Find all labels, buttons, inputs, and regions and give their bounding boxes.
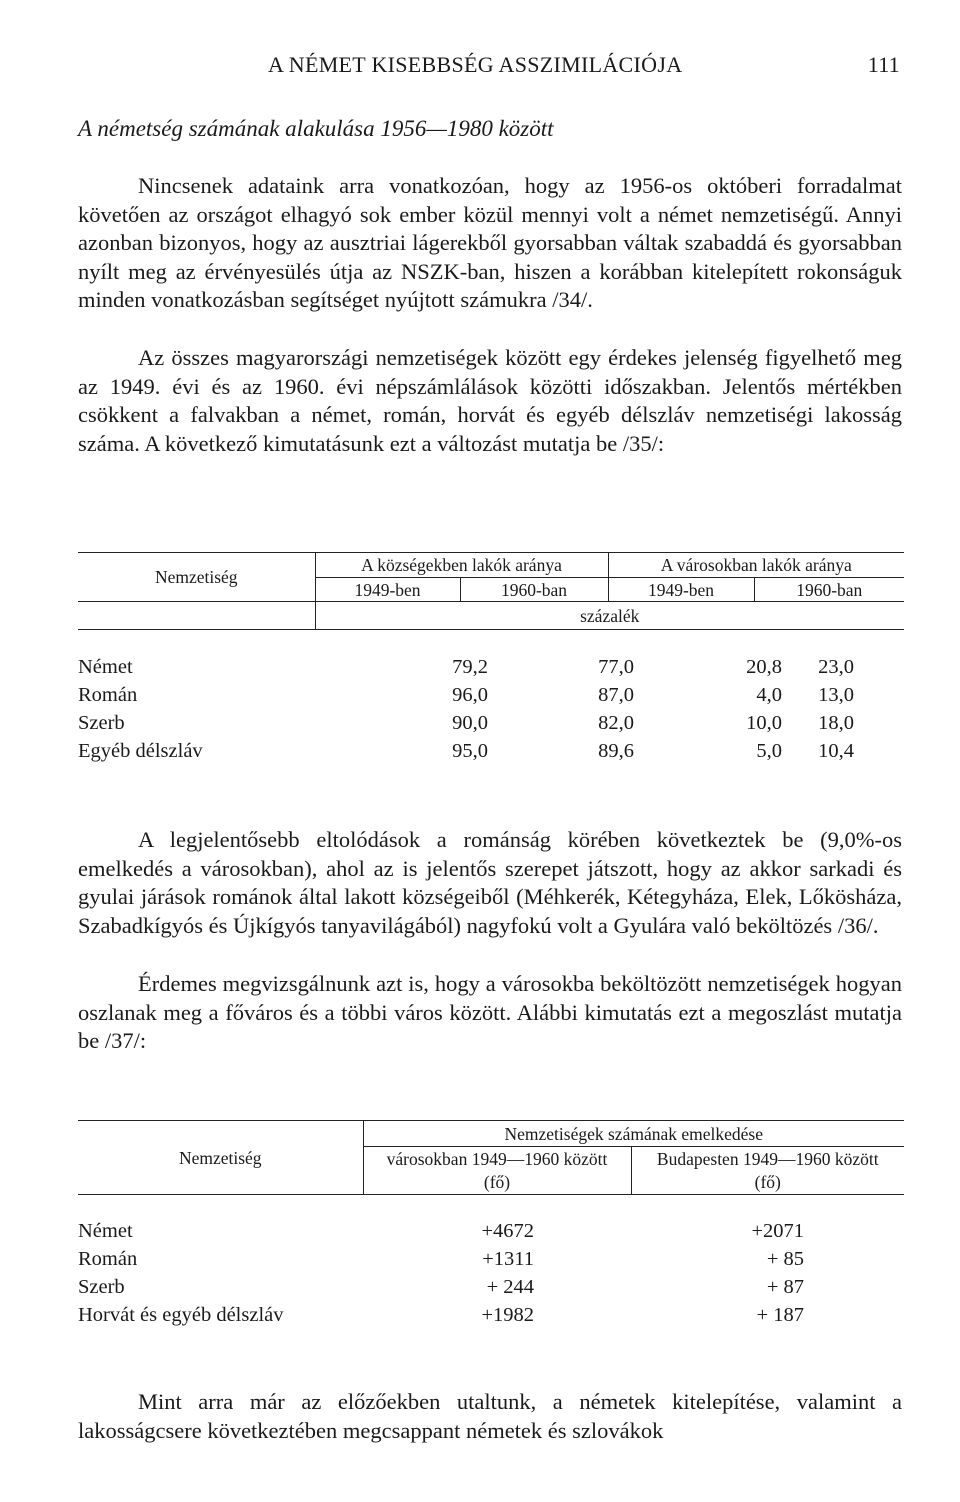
cell-towns-growth: +4672 [481,1220,534,1242]
row-label: Horvát és egyéb délszláv [78,1304,284,1326]
row-label: Román [78,684,138,706]
cell-towns-1960: 13,0 [818,684,854,706]
cell-villages-1949: 90,0 [452,712,488,734]
cell-villages-1949: 95,0 [452,740,488,762]
row-label: Német [78,656,133,678]
paragraph-2: Az összes magyarországi nemzetiségek között egy érdekes jelenség figyelhető meg az 1949. évi és az 1960. évi népszámlálások közötti időszakban. Jelentős mértékben csökkent a falvakban a német, román, horvát és egyéb délszláv nemzetiségi lakosság száma. A következő kimutatásunk ezt a változást mutatja be /35/: [78,345,902,456]
table-row [78,1276,904,1304]
cell-towns-1960: 23,0 [818,656,854,678]
table2-body [78,1220,904,1332]
table-row [78,1220,904,1248]
table-row [78,656,904,684]
table-row [78,712,904,740]
table-row [78,740,904,768]
cell-budapest-growth: +2071 [751,1220,804,1242]
cell-villages-1949: 96,0 [452,684,488,706]
row-label: Román [78,1248,138,1270]
cell-villages-1960: 82,0 [598,712,634,734]
table1-year-villages-1960: 1960-ban [460,578,608,602]
table-row [78,684,904,712]
table2-col-towns: városokban 1949—1960 között [363,1147,631,1171]
table1-year-towns-1949: 1949-ben [608,578,754,602]
table2-group: Nemzetiségek számának emelkedése [363,1121,904,1147]
table1-year-villages-1949: 1949-ben [315,578,460,602]
paragraph-1: Nincsenek adataink arra vonatkozóan, hogy az 1956-os októberi forradalmat követően az országot elhagyó sok ember közül mennyi volt a német nemzetiségű. Annyi azonban bizonyos, hogy az ausztriai lágerekből gyorsabban váltak szabaddá és gyorsabban nyílt meg az érvényesülés útja az NSZK-ban, hiszen a korábban kitelepített rokonságuk minden vonatkozásban segítséget nyújtott számukra /34/. [78,173,902,313]
table1-year-towns-1960: 1960-ban [754,578,904,602]
table2-unit-towns: (fő) [363,1171,631,1195]
cell-budapest-growth: + 85 [766,1248,804,1270]
table1-group-towns: A városokban lakók aránya [608,553,904,578]
cell-towns-1960: 18,0 [818,712,854,734]
row-label: Egyéb délszláv [78,740,203,762]
cell-towns-growth: + 244 [486,1276,534,1298]
running-title: A NÉMET KISEBBSÉG ASSZIMILÁCIÓJA [268,52,683,77]
table1-col-nemzetiseg: Nemzetiség [78,553,315,602]
cell-budapest-growth: + 187 [756,1304,804,1326]
table-row [78,1304,904,1332]
paragraph-5: Mint arra már az előzőekben utaltunk, a németek kitelepítése, valamint a lakosságcsere következtében megcsappant németek és szlovákok [78,1389,902,1443]
cell-towns-1960: 10,4 [818,740,854,762]
page-number: 111 [867,52,900,77]
row-label: Német [78,1220,133,1242]
table-row [78,1248,904,1276]
cell-budapest-growth: + 87 [766,1276,804,1298]
cell-towns-1949: 4,0 [756,684,782,706]
cell-villages-1960: 89,6 [598,740,634,762]
cell-towns-growth: +1311 [482,1248,534,1270]
table1-unit: százalék [315,602,904,630]
table1-group-villages: A községekben lakók aránya [315,553,608,578]
table1-header [78,552,904,630]
running-header [78,52,900,86]
table1-body [78,656,904,768]
cell-towns-growth: +1982 [481,1304,534,1326]
cell-towns-1949: 20,8 [746,656,782,678]
cell-villages-1960: 87,0 [598,684,634,706]
section-title: A németség számának alakulása 1956—1980 között [78,116,554,141]
table2-header [78,1120,904,1195]
cell-villages-1949: 79,2 [452,656,488,678]
table2-col-budapest: Budapesten 1949—1960 között [631,1147,904,1171]
cell-villages-1960: 77,0 [598,656,634,678]
paragraph-4: Érdemes megvizsgálnunk azt is, hogy a városokba beköltözött nemzetiségek hogyan oszlanak meg a főváros és a többi város között. Alábbi kimutatás ezt a megoszlást mutatja be /37/: [78,971,902,1054]
table2-col-nemzetiseg: Nemzetiség [78,1121,363,1195]
paragraph-3: A legjelentősebb eltolódások a románság körében következtek be (9,0%-os emelkedés a városokban), ahol az is jelentős szerepet játszott, hogy az akkor sarkadi és gyulai járások románok által lakott községeiből (Méhkerék, Kétegyháza, Elek, Lőkösháza, Szabadkígyós és Újkígyós tanyavilágából) nagyfokú volt a Gyulára való beköltözés /36/. [78,827,902,938]
cell-towns-1949: 10,0 [746,712,782,734]
row-label: Szerb [78,712,125,734]
row-label: Szerb [78,1276,125,1298]
cell-towns-1949: 5,0 [756,740,782,762]
table2-unit-budapest: (fő) [631,1171,904,1195]
table1-empty-cell [78,602,315,630]
